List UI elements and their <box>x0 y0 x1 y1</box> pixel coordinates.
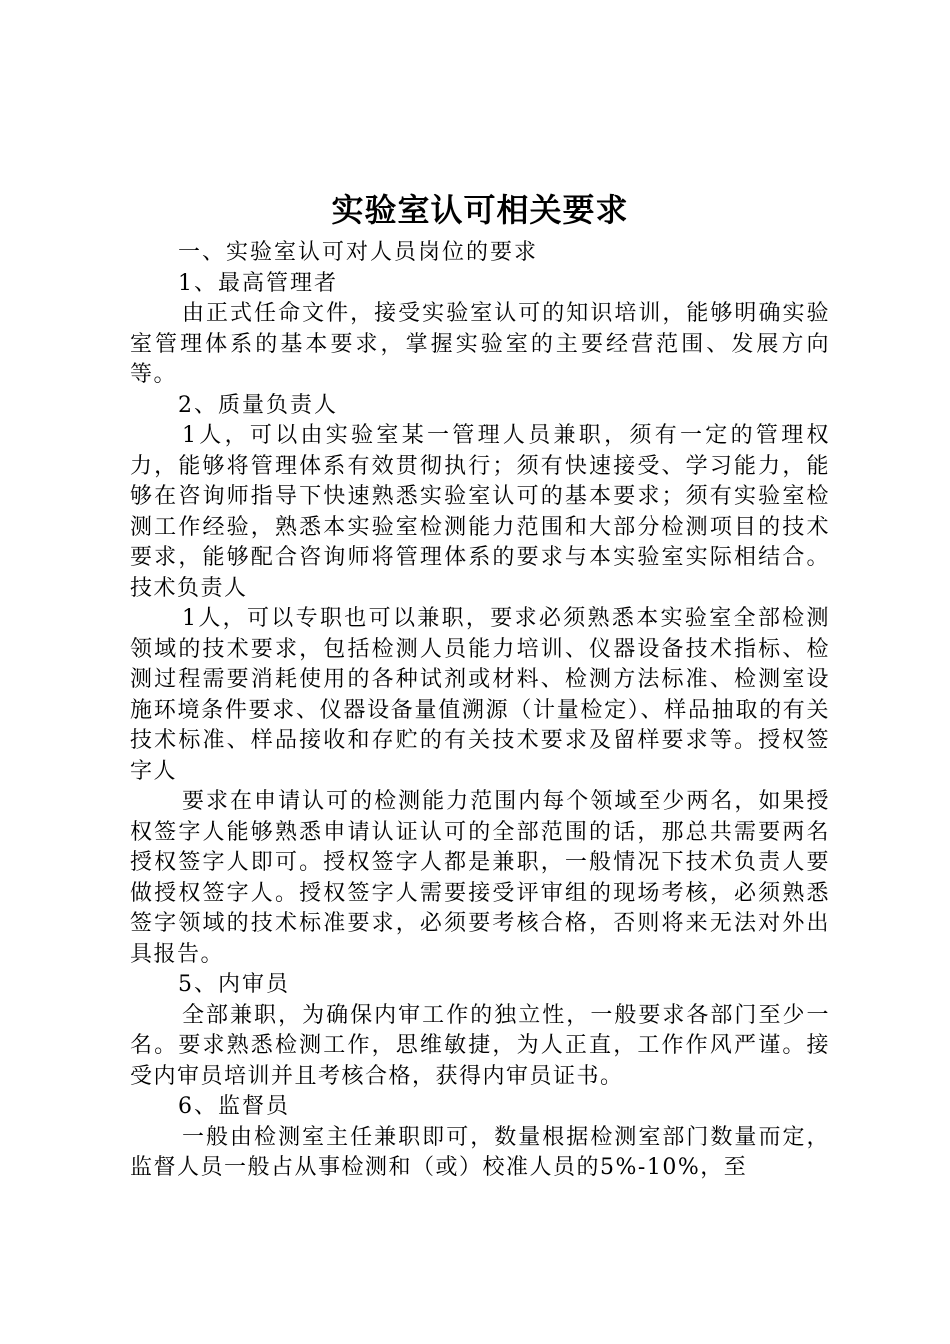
section-heading-personnel: 一、实验室认可对人员岗位的要求 <box>178 240 539 265</box>
heading-internal-auditor: 5、内审员 <box>178 972 290 997</box>
paragraph-supervisor: 一般由检测室主任兼职即可，数量根据检测室部门数量而定，监督人员一般占从事检测和（或）校准人员的5%-10%，至 <box>130 1124 830 1180</box>
heading-supervisor: 6、监督员 <box>178 1094 290 1119</box>
paragraph-top-manager: 由正式任命文件，接受实验室认可的知识培训，能够明确实验室管理体系的基本要求，掌握实验室的主要经营范围、发展方向等。 <box>130 301 830 387</box>
paragraph-technical-manager: 1人，可以专职也可以兼职，要求必须熟悉本实验室全部检测领域的技术要求，包括检测人员能力培训、仪器设备技术指标、检测过程需要消耗使用的各种试剂或材料、检测方法标准、检测室设施环境条件要求、仪器设备量值溯源（计量检定）、样品抽取的有关技术标准、样品接收和存贮的有关技术要求及留样要求等。授权签字人 <box>130 606 830 784</box>
document-page <box>130 182 830 1184</box>
heading-top-manager: 1、最高管理者 <box>178 270 338 296</box>
paragraph-internal-auditor: 全部兼职，为确保内审工作的独立性，一般要求各部门至少一名。要求熟悉检测工作，思维敏捷，为人正直，工作作风严谨。接受内审员培训并且考核合格，获得内审员证书。 <box>130 1002 830 1089</box>
heading-quality-manager: 2、质量负责人 <box>178 392 338 418</box>
document-title: 实验室认可相关要求 <box>331 191 629 229</box>
paragraph-authorized-signatory: 要求在申请认可的检测能力范围内每个领域至少两名，如果授权签字人能够熟悉申请认证认可的全部范围的话，那总共需要两名授权签字人即可。授权签字人都是兼职，一般情况下技术负责人要做授权签字人。授权签字人需要接受评审组的现场考核，必须熟悉签字领域的技术标准要求，必须要考核合格，否则将来无法对外出具报告。 <box>130 789 830 967</box>
paragraph-quality-manager: 1人，可以由实验室某一管理人员兼职，须有一定的管理权力，能够将管理体系有效贯彻执行；须有快速接受、学习能力，能够在咨询师指导下快速熟悉实验室认可的基本要求；须有实验室检测工作经验，熟悉本实验室检测能力范围和大部分检测项目的技术要求，能够配合咨询师将管理体系的要求与本实验室实际相结合。技术负责人 <box>130 423 830 601</box>
